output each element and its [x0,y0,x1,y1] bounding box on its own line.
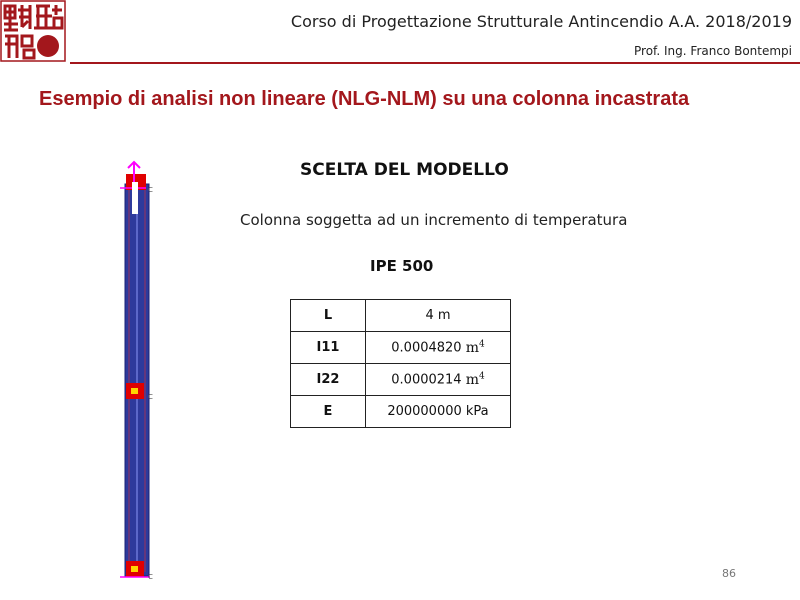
table-row [291,364,511,396]
course-title: Corso di Progettazione Strutturale Antincendio A.A. 2018/2019 [290,12,792,31]
property-value: 4 m [366,300,511,332]
column-model-view [110,160,170,585]
node-label: C [148,573,153,581]
property-unit: $m^4$ [465,371,485,388]
university-seal-icon [0,0,68,64]
professor-name: Prof. Ing. Franco Bontempi [634,44,792,58]
property-key: I22 [291,364,366,396]
property-key: I11 [291,332,366,364]
table-row [291,332,511,364]
section-properties-table [290,299,511,428]
property-key: E [291,396,366,428]
model-description: Colonna soggetta ad un incremento di temperatura [240,211,628,229]
property-value-cell [366,332,511,364]
table-row [291,300,511,332]
university-logo [0,0,68,64]
property-value-cell [366,364,511,396]
profile-name: IPE 500 [370,257,434,275]
section-title: SCELTA DEL MODELLO [300,160,509,180]
table-row [291,396,511,428]
property-value: 0.0004820 [391,340,462,356]
header-divider [70,62,800,64]
node-label: C [148,186,153,194]
property-unit: $m^4$ [465,339,485,356]
slide-title: Esempio di analisi non lineare (NLG-NLM) su una colonna incastrata [39,88,690,110]
node-label: C [148,393,153,401]
page-number: 86 [722,567,736,580]
property-value: 0.0000214 [391,372,462,388]
property-key: L [291,300,366,332]
property-value: 200000000 kPa [366,396,511,428]
